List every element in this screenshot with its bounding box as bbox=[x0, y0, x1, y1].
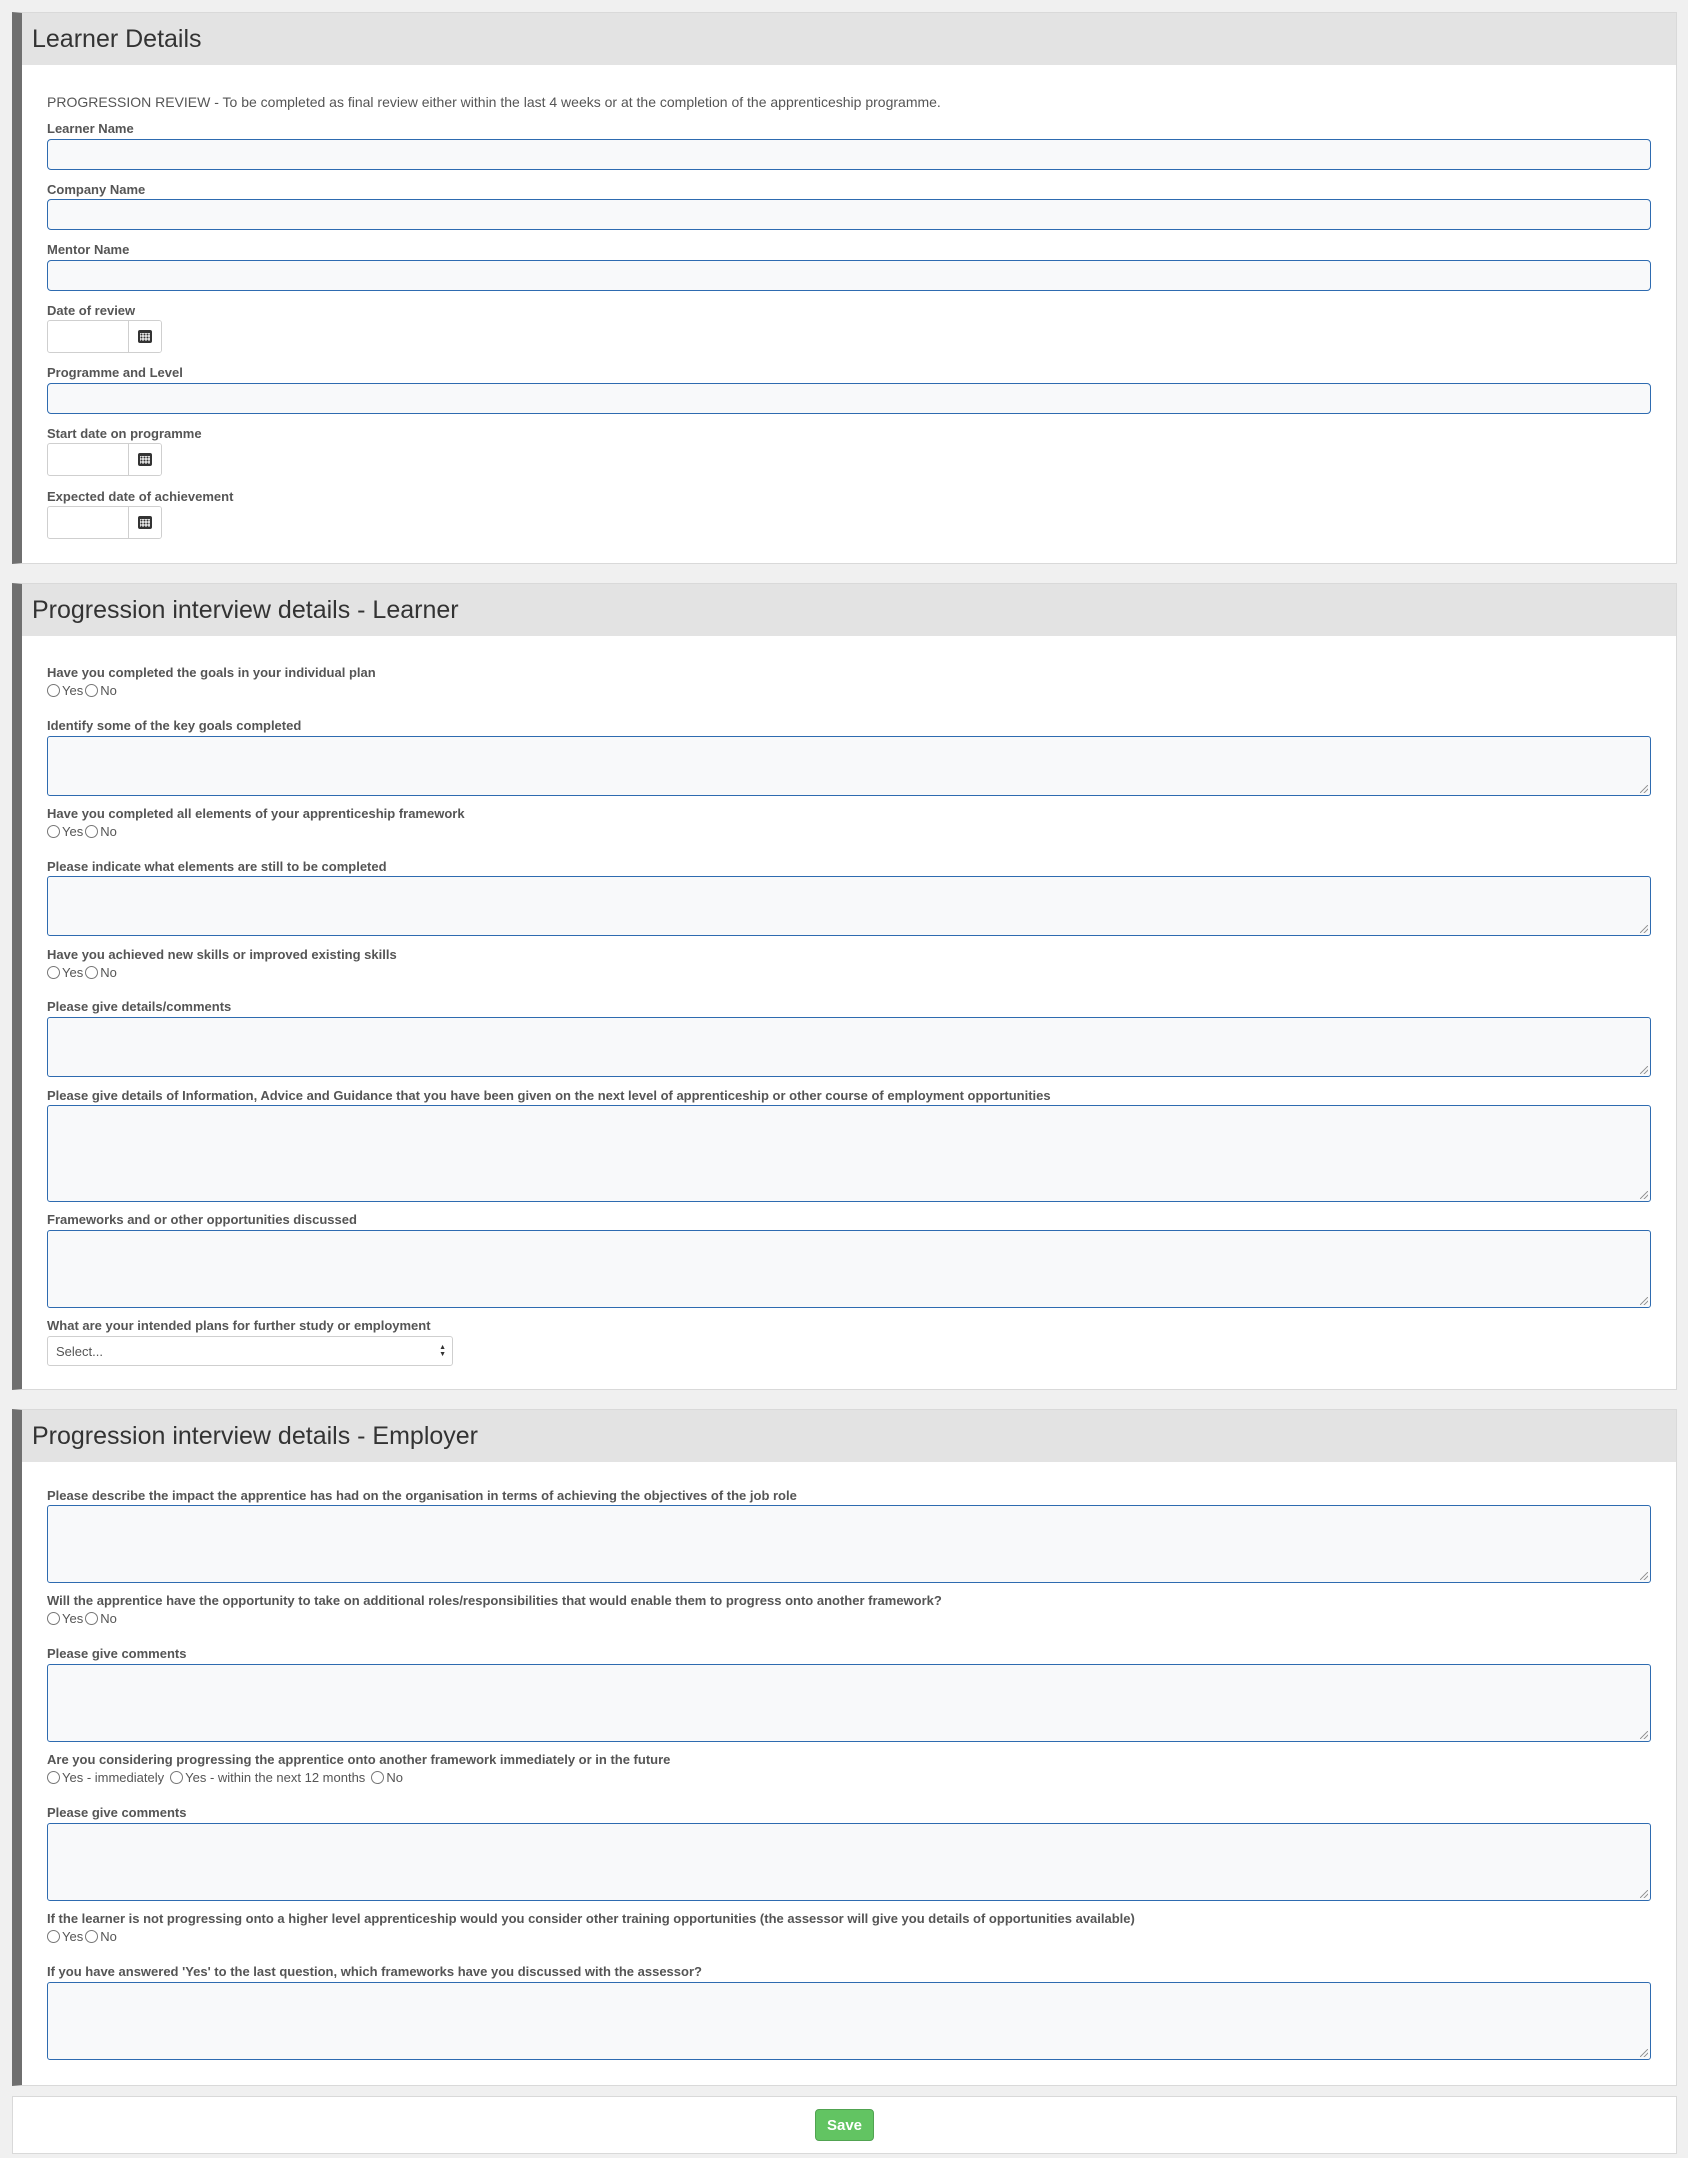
radio-circle[interactable] bbox=[47, 1930, 60, 1943]
progressing-radios bbox=[47, 1770, 405, 1785]
date-of-review-calendar-button[interactable] bbox=[129, 321, 161, 352]
radio-circle[interactable] bbox=[47, 1771, 60, 1784]
iag-details-textarea[interactable] bbox=[47, 1105, 1651, 1202]
radio-yes[interactable] bbox=[47, 824, 83, 839]
radio-circle[interactable] bbox=[85, 966, 98, 979]
programme-level-label: Programme and Level bbox=[47, 365, 183, 380]
radio-no[interactable] bbox=[85, 683, 117, 698]
progressing-comments-label: Please give comments bbox=[47, 1805, 187, 1820]
start-date-input[interactable] bbox=[48, 444, 129, 475]
radio-no[interactable] bbox=[85, 1611, 117, 1626]
key-goals-label: Identify some of the key goals completed bbox=[47, 718, 302, 733]
expected-date-label: Expected date of achievement bbox=[47, 489, 234, 504]
interview-learner-panel bbox=[12, 583, 1677, 1390]
company-name-label: Company Name bbox=[47, 182, 146, 197]
radio-label: Yes bbox=[62, 824, 84, 839]
radio-label: Yes bbox=[62, 683, 84, 698]
iag-details-label: Please give details of Information, Advice and Guidance that you have been given on the next level of apprenticeship or other course of employment opportunities bbox=[47, 1088, 1051, 1103]
mentor-name-label: Mentor Name bbox=[47, 242, 130, 257]
radio-no[interactable] bbox=[371, 1770, 403, 1785]
panel-header bbox=[22, 13, 1676, 65]
radio-label: No bbox=[100, 1929, 117, 1944]
additional-roles-radios bbox=[47, 1611, 119, 1626]
intended-plans-label: What are your intended plans for further study or employment bbox=[47, 1318, 431, 1333]
radio-label: No bbox=[100, 824, 117, 839]
radio-circle[interactable] bbox=[47, 1612, 60, 1625]
learner-details-panel bbox=[12, 12, 1677, 564]
learner-name-input[interactable] bbox=[47, 139, 1651, 170]
select-value: Select... bbox=[56, 1343, 103, 1359]
elements-remaining-label: Please indicate what elements are still to be completed bbox=[47, 859, 387, 874]
radio-yes-immediately[interactable] bbox=[47, 1770, 164, 1785]
radio-label: No bbox=[100, 683, 117, 698]
radio-no[interactable] bbox=[85, 824, 117, 839]
start-date-calendar-button[interactable] bbox=[129, 444, 161, 475]
save-panel bbox=[12, 2096, 1677, 2154]
impact-textarea[interactable] bbox=[47, 1505, 1651, 1583]
frameworks-discussed-label: Frameworks and or other opportunities discussed bbox=[47, 1212, 357, 1227]
progressing-comments-textarea[interactable] bbox=[47, 1823, 1651, 1901]
radio-circle[interactable] bbox=[371, 1771, 384, 1784]
progressing-label: Are you considering progressing the apprentice onto another framework immediately or in the future bbox=[47, 1752, 671, 1767]
radio-yes[interactable] bbox=[47, 683, 83, 698]
framework-elements-label: Have you completed all elements of your apprenticeship framework bbox=[47, 806, 465, 821]
intended-plans-select[interactable] bbox=[47, 1336, 453, 1366]
company-name-input[interactable] bbox=[47, 199, 1651, 230]
radio-label: Yes - immediately bbox=[62, 1770, 165, 1785]
radio-yes-12-months[interactable] bbox=[170, 1770, 365, 1785]
framework-elements-radios bbox=[47, 824, 119, 839]
frameworks-with-assessor-label: If you have answered 'Yes' to the last question, which frameworks have you discussed with the assessor? bbox=[47, 1964, 702, 1979]
skills-details-textarea[interactable] bbox=[47, 1017, 1651, 1077]
frameworks-with-assessor-textarea[interactable] bbox=[47, 1982, 1651, 2060]
radio-circle[interactable] bbox=[170, 1771, 183, 1784]
radio-yes[interactable] bbox=[47, 965, 83, 980]
additional-roles-label: Will the apprentice have the opportunity to take on additional roles/responsibilities that would enable them to progress onto another framework? bbox=[47, 1593, 942, 1608]
section-title: Learner Details bbox=[32, 24, 202, 53]
other-training-label: If the learner is not progressing onto a higher level apprenticeship would you consider other training opportunities (the assessor will give you details of opportunities available) bbox=[47, 1911, 1135, 1926]
radio-label: Yes bbox=[62, 1929, 84, 1944]
radio-label: Yes bbox=[62, 965, 84, 980]
start-date-label: Start date on programme bbox=[47, 426, 202, 441]
expected-date-picker bbox=[47, 506, 162, 539]
panel-header bbox=[22, 1410, 1676, 1462]
radio-label: No bbox=[386, 1770, 403, 1785]
interview-employer-panel bbox=[12, 1409, 1677, 2086]
section-title: Progression interview details - Employer bbox=[32, 1421, 479, 1450]
radio-label: Yes - within the next 12 months bbox=[185, 1770, 366, 1785]
date-of-review-picker bbox=[47, 320, 162, 353]
elements-remaining-textarea[interactable] bbox=[47, 876, 1651, 936]
radio-no[interactable] bbox=[85, 965, 117, 980]
panel-header bbox=[22, 584, 1676, 636]
roles-comments-textarea[interactable] bbox=[47, 1664, 1651, 1742]
radio-circle[interactable] bbox=[47, 966, 60, 979]
radio-yes[interactable] bbox=[47, 1611, 83, 1626]
radio-circle[interactable] bbox=[85, 684, 98, 697]
expected-date-input[interactable] bbox=[48, 507, 129, 538]
select-arrows-icon: ▲ ▼ bbox=[439, 1344, 446, 1358]
skills-details-label: Please give details/comments bbox=[47, 999, 232, 1014]
section-title: Progression interview details - Learner bbox=[32, 595, 459, 624]
radio-circle[interactable] bbox=[85, 1930, 98, 1943]
radio-no[interactable] bbox=[85, 1929, 117, 1944]
goals-completed-radios bbox=[47, 683, 119, 698]
date-of-review-input[interactable] bbox=[48, 321, 129, 352]
radio-label: Yes bbox=[62, 1611, 84, 1626]
frameworks-discussed-textarea[interactable] bbox=[47, 1230, 1651, 1308]
calendar-icon bbox=[138, 453, 152, 466]
impact-label: Please describe the impact the apprentice has had on the organisation in terms of achieving the objectives of the job role bbox=[47, 1488, 797, 1503]
new-skills-radios bbox=[47, 965, 119, 980]
radio-label: No bbox=[100, 1611, 117, 1626]
key-goals-textarea[interactable] bbox=[47, 736, 1651, 796]
radio-label: No bbox=[100, 965, 117, 980]
calendar-icon bbox=[138, 516, 152, 529]
radio-circle[interactable] bbox=[47, 825, 60, 838]
expected-date-calendar-button[interactable] bbox=[129, 507, 161, 538]
radio-yes[interactable] bbox=[47, 1929, 83, 1944]
date-of-review-label: Date of review bbox=[47, 303, 136, 318]
radio-circle[interactable] bbox=[85, 825, 98, 838]
programme-level-input[interactable] bbox=[47, 383, 1651, 414]
goals-completed-label: Have you completed the goals in your individual plan bbox=[47, 665, 376, 680]
start-date-picker bbox=[47, 443, 162, 476]
intro-text: PROGRESSION REVIEW - To be completed as final review either within the last 4 weeks or at the completion of the apprenticeship programme. bbox=[47, 94, 941, 110]
save-button[interactable]: Save bbox=[815, 2109, 874, 2141]
calendar-icon bbox=[138, 330, 152, 343]
radio-circle[interactable] bbox=[85, 1612, 98, 1625]
roles-comments-label: Please give comments bbox=[47, 1646, 187, 1661]
other-training-radios bbox=[47, 1929, 119, 1944]
radio-circle[interactable] bbox=[47, 684, 60, 697]
new-skills-label: Have you achieved new skills or improved existing skills bbox=[47, 947, 397, 962]
mentor-name-input[interactable] bbox=[47, 260, 1651, 291]
learner-name-label: Learner Name bbox=[47, 121, 134, 136]
